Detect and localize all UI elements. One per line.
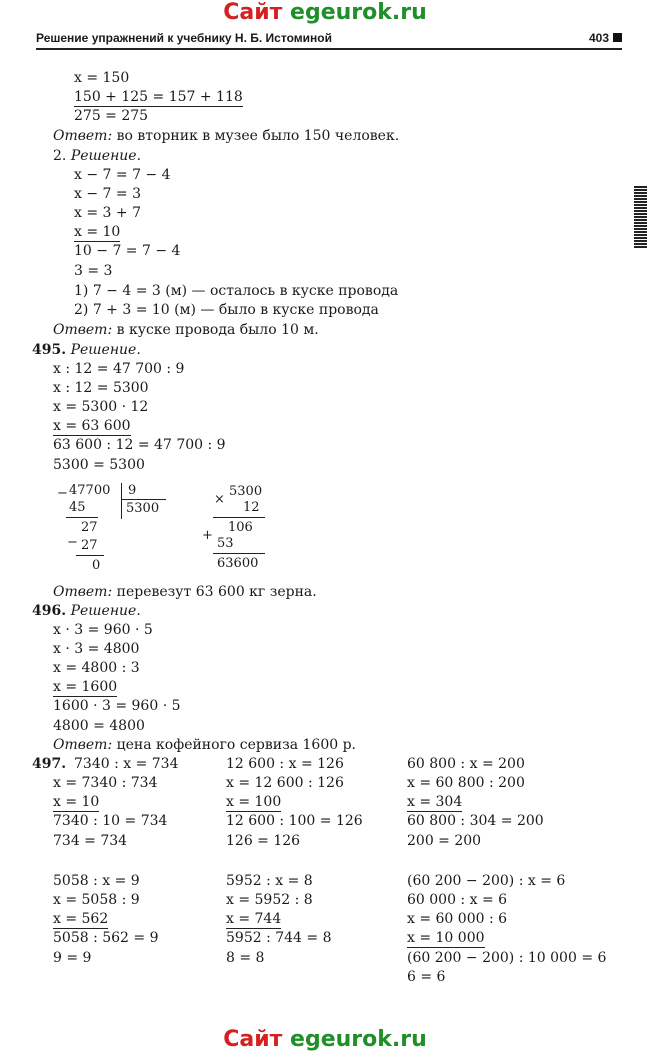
equation-line: x − 7 = 3 [74, 186, 141, 202]
division-rule [76, 555, 104, 556]
answer-text: в куске провода было 10 м. [116, 322, 319, 338]
division-final-remainder: 0 [92, 558, 101, 573]
equation-line: x · 3 = 4800 [53, 641, 140, 657]
equation-line: x = 7340 : 734 [53, 775, 158, 791]
multiplication-sign: × [214, 492, 225, 507]
equation-line: x = 150 [74, 70, 130, 86]
task-number: 497. [32, 756, 67, 772]
equation-line: 200 = 200 [407, 833, 482, 849]
equation-line: 9 = 9 [53, 950, 92, 966]
division-vertical-bar [121, 483, 122, 519]
equation-line: x = 10 000 [407, 930, 485, 946]
equation-line: x − 7 = 7 − 4 [74, 167, 171, 183]
equation-line: x = 562 [53, 911, 109, 927]
equation-line: x = 10 [74, 224, 121, 240]
equation-line: 3 = 3 [74, 263, 113, 279]
check-line: 10 − 7 = 7 − 4 [74, 243, 181, 259]
equation-line: 7340 : x = 734 [74, 756, 179, 772]
answer-text: цена кофейного сервиза 1600 р. [116, 737, 357, 753]
check-line: (60 200 − 200) : 10 000 = 6 [407, 950, 607, 966]
equation-line: 5058 : x = 9 [53, 873, 140, 889]
division-rule [66, 517, 98, 518]
header-title: Решение упражнений к учебнику Н. Б. Истоминой [36, 31, 332, 45]
equation-line: 12 600 : x = 126 [226, 756, 344, 772]
equation-line: x = 60 800 : 200 [407, 775, 525, 791]
divisor-underline [122, 499, 166, 500]
equation-line: x = 63 600 [53, 418, 131, 434]
partial-product: 53 [217, 536, 234, 551]
header-page-number-wrap [589, 31, 622, 45]
equation-line: 126 = 126 [226, 833, 301, 849]
site-banner-domain[interactable]: egeurok.ru [290, 0, 427, 25]
equation-line: x = 1600 [53, 679, 118, 695]
answer-label: Ответ: [53, 322, 113, 338]
equation-line: x = 100 [226, 794, 282, 810]
answer-label: Ответ: [53, 737, 113, 753]
division-remainder: 27 [81, 520, 98, 535]
addition-sign: + [202, 528, 213, 543]
equation-line: x : 12 = 47 700 : 9 [53, 361, 185, 377]
answer-line [53, 584, 317, 601]
page-header [36, 30, 622, 50]
step-line: 2) 7 + 3 = 10 (м) — было в куске провода [74, 302, 379, 318]
equation-line: 8 = 8 [226, 950, 265, 966]
solution-label: Решение. [70, 603, 141, 619]
equation-line: x = 304 [407, 794, 463, 810]
task-number: 495. [32, 342, 67, 358]
solution-label: Решение. [70, 342, 141, 358]
step-line: 1) 7 − 4 = 3 (м) — осталось в куске провода [74, 283, 399, 299]
equation-line: 60 000 : x = 6 [407, 892, 508, 908]
equation-line: x = 5952 : 8 [226, 892, 313, 908]
check-line: 1600 · 3 = 960 · 5 [53, 698, 181, 714]
equation-line: x = 4800 : 3 [53, 660, 140, 676]
equation-line: x = 5300 · 12 [53, 399, 149, 415]
equation-line: (60 200 − 200) : x = 6 [407, 873, 566, 889]
equation-line: 5300 = 5300 [53, 457, 145, 473]
task-heading [32, 603, 141, 620]
equation-line: 4800 = 4800 [53, 718, 145, 734]
task-number: 496. [32, 603, 67, 619]
equation-line: 60 800 : x = 200 [407, 756, 525, 772]
answer-text: во вторник в музее было 150 человек. [116, 128, 400, 144]
check-line: 7340 : 10 = 734 [53, 813, 168, 829]
task-heading [53, 148, 141, 165]
equation-line: 5952 : x = 8 [226, 873, 313, 889]
check-line: 150 + 125 = 157 + 118 [74, 89, 243, 105]
division-quotient: 5300 [126, 501, 160, 516]
division-dividend: 47700 [69, 483, 111, 498]
division-divisor: 9 [128, 483, 137, 498]
multiplicand: 5300 [229, 484, 263, 499]
division-subtrahend: 45 [69, 500, 86, 515]
product-result: 63600 [217, 556, 259, 571]
check-line: 60 800 : 304 = 200 [407, 813, 544, 829]
partial-product: 106 [228, 520, 253, 535]
answer-label: Ответ: [53, 584, 113, 600]
check-line: 63 600 : 12 = 47 700 : 9 [53, 437, 226, 453]
check-line: 5058 : 562 = 9 [53, 930, 159, 946]
division-subtrahend: 27 [81, 538, 98, 553]
answer-line [53, 322, 319, 339]
equation-line: 6 = 6 [407, 969, 446, 985]
page-edge-marker [634, 186, 647, 248]
equation-line: x = 10 [53, 794, 100, 810]
answer-line [53, 128, 399, 145]
equation-line: 275 = 275 [74, 108, 149, 124]
equation-line: x = 12 600 : 126 [226, 775, 344, 791]
check-line: 5952 : 744 = 8 [226, 930, 332, 946]
site-banner-top [0, 0, 650, 25]
multiplication-rule [213, 553, 265, 554]
answer-text: перевезут 63 600 кг зерна. [116, 584, 317, 600]
check-line: 12 600 : 100 = 126 [226, 813, 363, 829]
multiplication-rule [213, 517, 265, 518]
equation-line: x : 12 = 5300 [53, 380, 149, 396]
task-heading [32, 342, 141, 359]
equation-line: x = 60 000 : 6 [407, 911, 508, 927]
equation-line: 734 = 734 [53, 833, 128, 849]
equation-line: x = 5058 : 9 [53, 892, 140, 908]
site-banner-domain[interactable]: egeurok.ru [290, 1027, 427, 1052]
equation-line: x = 744 [226, 911, 282, 927]
site-banner-prefix: Сайт [223, 1027, 291, 1052]
site-banner-prefix: Сайт [223, 0, 291, 25]
site-banner-bottom [0, 1027, 650, 1052]
solution-label: Решение. [70, 148, 142, 164]
division-minus-sign: − [57, 486, 68, 501]
square-marker-icon [613, 33, 622, 42]
answer-line [53, 737, 356, 754]
answer-label: Ответ: [53, 128, 113, 144]
task-number: 2. [53, 148, 67, 164]
equation-line: x · 3 = 960 · 5 [53, 622, 153, 638]
multiplier: 12 [243, 500, 260, 515]
equation-line: x = 3 + 7 [74, 205, 141, 221]
division-minus-sign: − [67, 535, 78, 550]
page-number: 403 [588, 31, 609, 45]
